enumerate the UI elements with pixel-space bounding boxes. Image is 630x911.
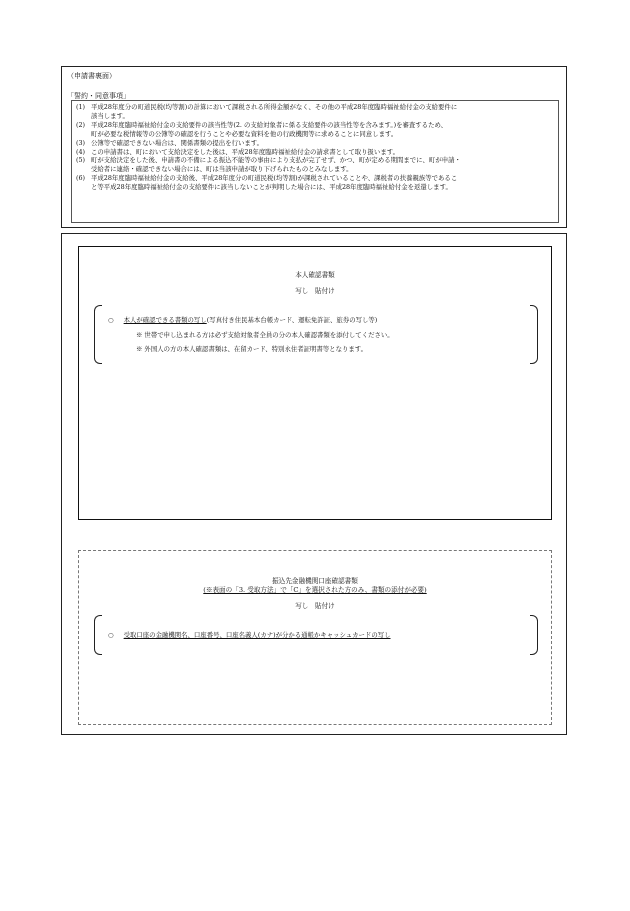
bank-docs-subtitle: 写し 貼付け xyxy=(295,602,335,610)
oath-list xyxy=(71,100,559,223)
bank-docs-title: 振込先金融機関口座確認書類 xyxy=(272,577,358,585)
circle-mark: ○ xyxy=(108,631,114,639)
oath-item xyxy=(76,174,554,192)
bank-docs-item-text: 受取口座の金融機関名、口座番号、口座名義人(カナ)が分かる通帳かキャッシュカードの写し xyxy=(123,631,391,639)
oath-item-number: (3) xyxy=(76,138,86,147)
id-document-paste-area xyxy=(78,246,552,520)
oath-item xyxy=(76,156,554,174)
bank-docs-bracket-group xyxy=(94,615,538,655)
oath-item-number: (6) xyxy=(76,174,86,183)
left-bracket xyxy=(94,615,102,655)
oath-item-line: この申請書は、町において支給決定をした後は、平成28年度臨時福祉給付金の請求書として取り扱います。 xyxy=(91,147,399,156)
oath-item-number: (5) xyxy=(76,156,86,165)
oath-item xyxy=(76,139,554,148)
right-bracket xyxy=(530,305,538,364)
bank-document-paste-area xyxy=(78,550,552,725)
id-docs-item-underlined: 本人が確認できる書類の写し xyxy=(123,316,207,324)
id-docs-title: 本人確認書類 xyxy=(295,271,335,279)
page-side-label: （申請書裏面） xyxy=(67,72,116,80)
oath-item-number: (2) xyxy=(76,120,86,129)
oath-item-number: (4) xyxy=(76,147,86,156)
oath-title: 「誓約・同意事項」 xyxy=(67,92,130,100)
oath-item-line: 受給者に連絡・確認できない場合には、町は当該申請が取り下げられたものとみなします。 xyxy=(91,165,353,174)
oath-item-line: 平成28年度臨時福祉給付金の支給後、平成28年度分の町道民税(均等割)が課税されていることや、課税者の扶養親族等であるこ xyxy=(91,174,458,183)
oath-section xyxy=(61,66,567,228)
bank-docs-condition: (※表面の「3. 受取方法」で「C」を選択された方のみ、書類の添付が必要) xyxy=(203,586,427,594)
id-docs-item xyxy=(108,315,377,324)
id-docs-subtitle: 写し 貼付け xyxy=(295,287,335,295)
left-bracket xyxy=(94,305,102,364)
oath-item-line: 町が必要な税情報等の公簿等の確認を行うことや必要な資料を他の行政機関等に求めることに同意します。 xyxy=(91,129,398,138)
attachment-section xyxy=(61,233,567,735)
oath-item-line: 平成28年度臨時福祉給付金の支給要件の該当性等(2. の支給対象者に係る支給要件の該当性等を含みます。)を審査するため、 xyxy=(91,120,447,129)
bank-docs-item xyxy=(108,630,391,639)
oath-item-line: と等平成28年度臨時福祉給付金の支給要件に該当しないことが判明した場合には、平成28年度臨時福祉給付金を返還します。 xyxy=(91,183,452,192)
right-bracket xyxy=(530,615,538,655)
oath-item-line: 該当します。 xyxy=(91,111,129,120)
oath-item-number: (1) xyxy=(76,103,86,111)
id-docs-note-foreigner: ※ 外国人の方の本人確認書類は、在留カード、特別永住者証明書等となります。 xyxy=(136,345,368,353)
oath-item-line: 公簿等で確認できない場合は、関係書類の提出を行います。 xyxy=(91,138,264,147)
circle-mark: ○ xyxy=(108,316,114,324)
oath-item-line: 平成28年度分の町道民税(均等割)の計算において課税される所得金額がなく、その他の平成28年度臨時福祉給付金の支給要件に xyxy=(91,103,458,111)
id-docs-note-household: ※ 世帯で申し込まれる方は必ず支給対象者全員の分の本人確認書類を添付してください。 xyxy=(136,331,394,339)
oath-item-line: 町が支給決定をした後、申請書の不備による振込不能等の事由により支払が完了せず、かつ、町が定める期間までに、町が申請・ xyxy=(91,156,461,165)
id-docs-item-detail: (写真付き住民基本台帳カード、運転免許証、旅券の写し等) xyxy=(206,316,378,324)
oath-item xyxy=(76,121,554,139)
oath-item xyxy=(76,103,554,121)
id-docs-bracket-group xyxy=(94,305,538,364)
